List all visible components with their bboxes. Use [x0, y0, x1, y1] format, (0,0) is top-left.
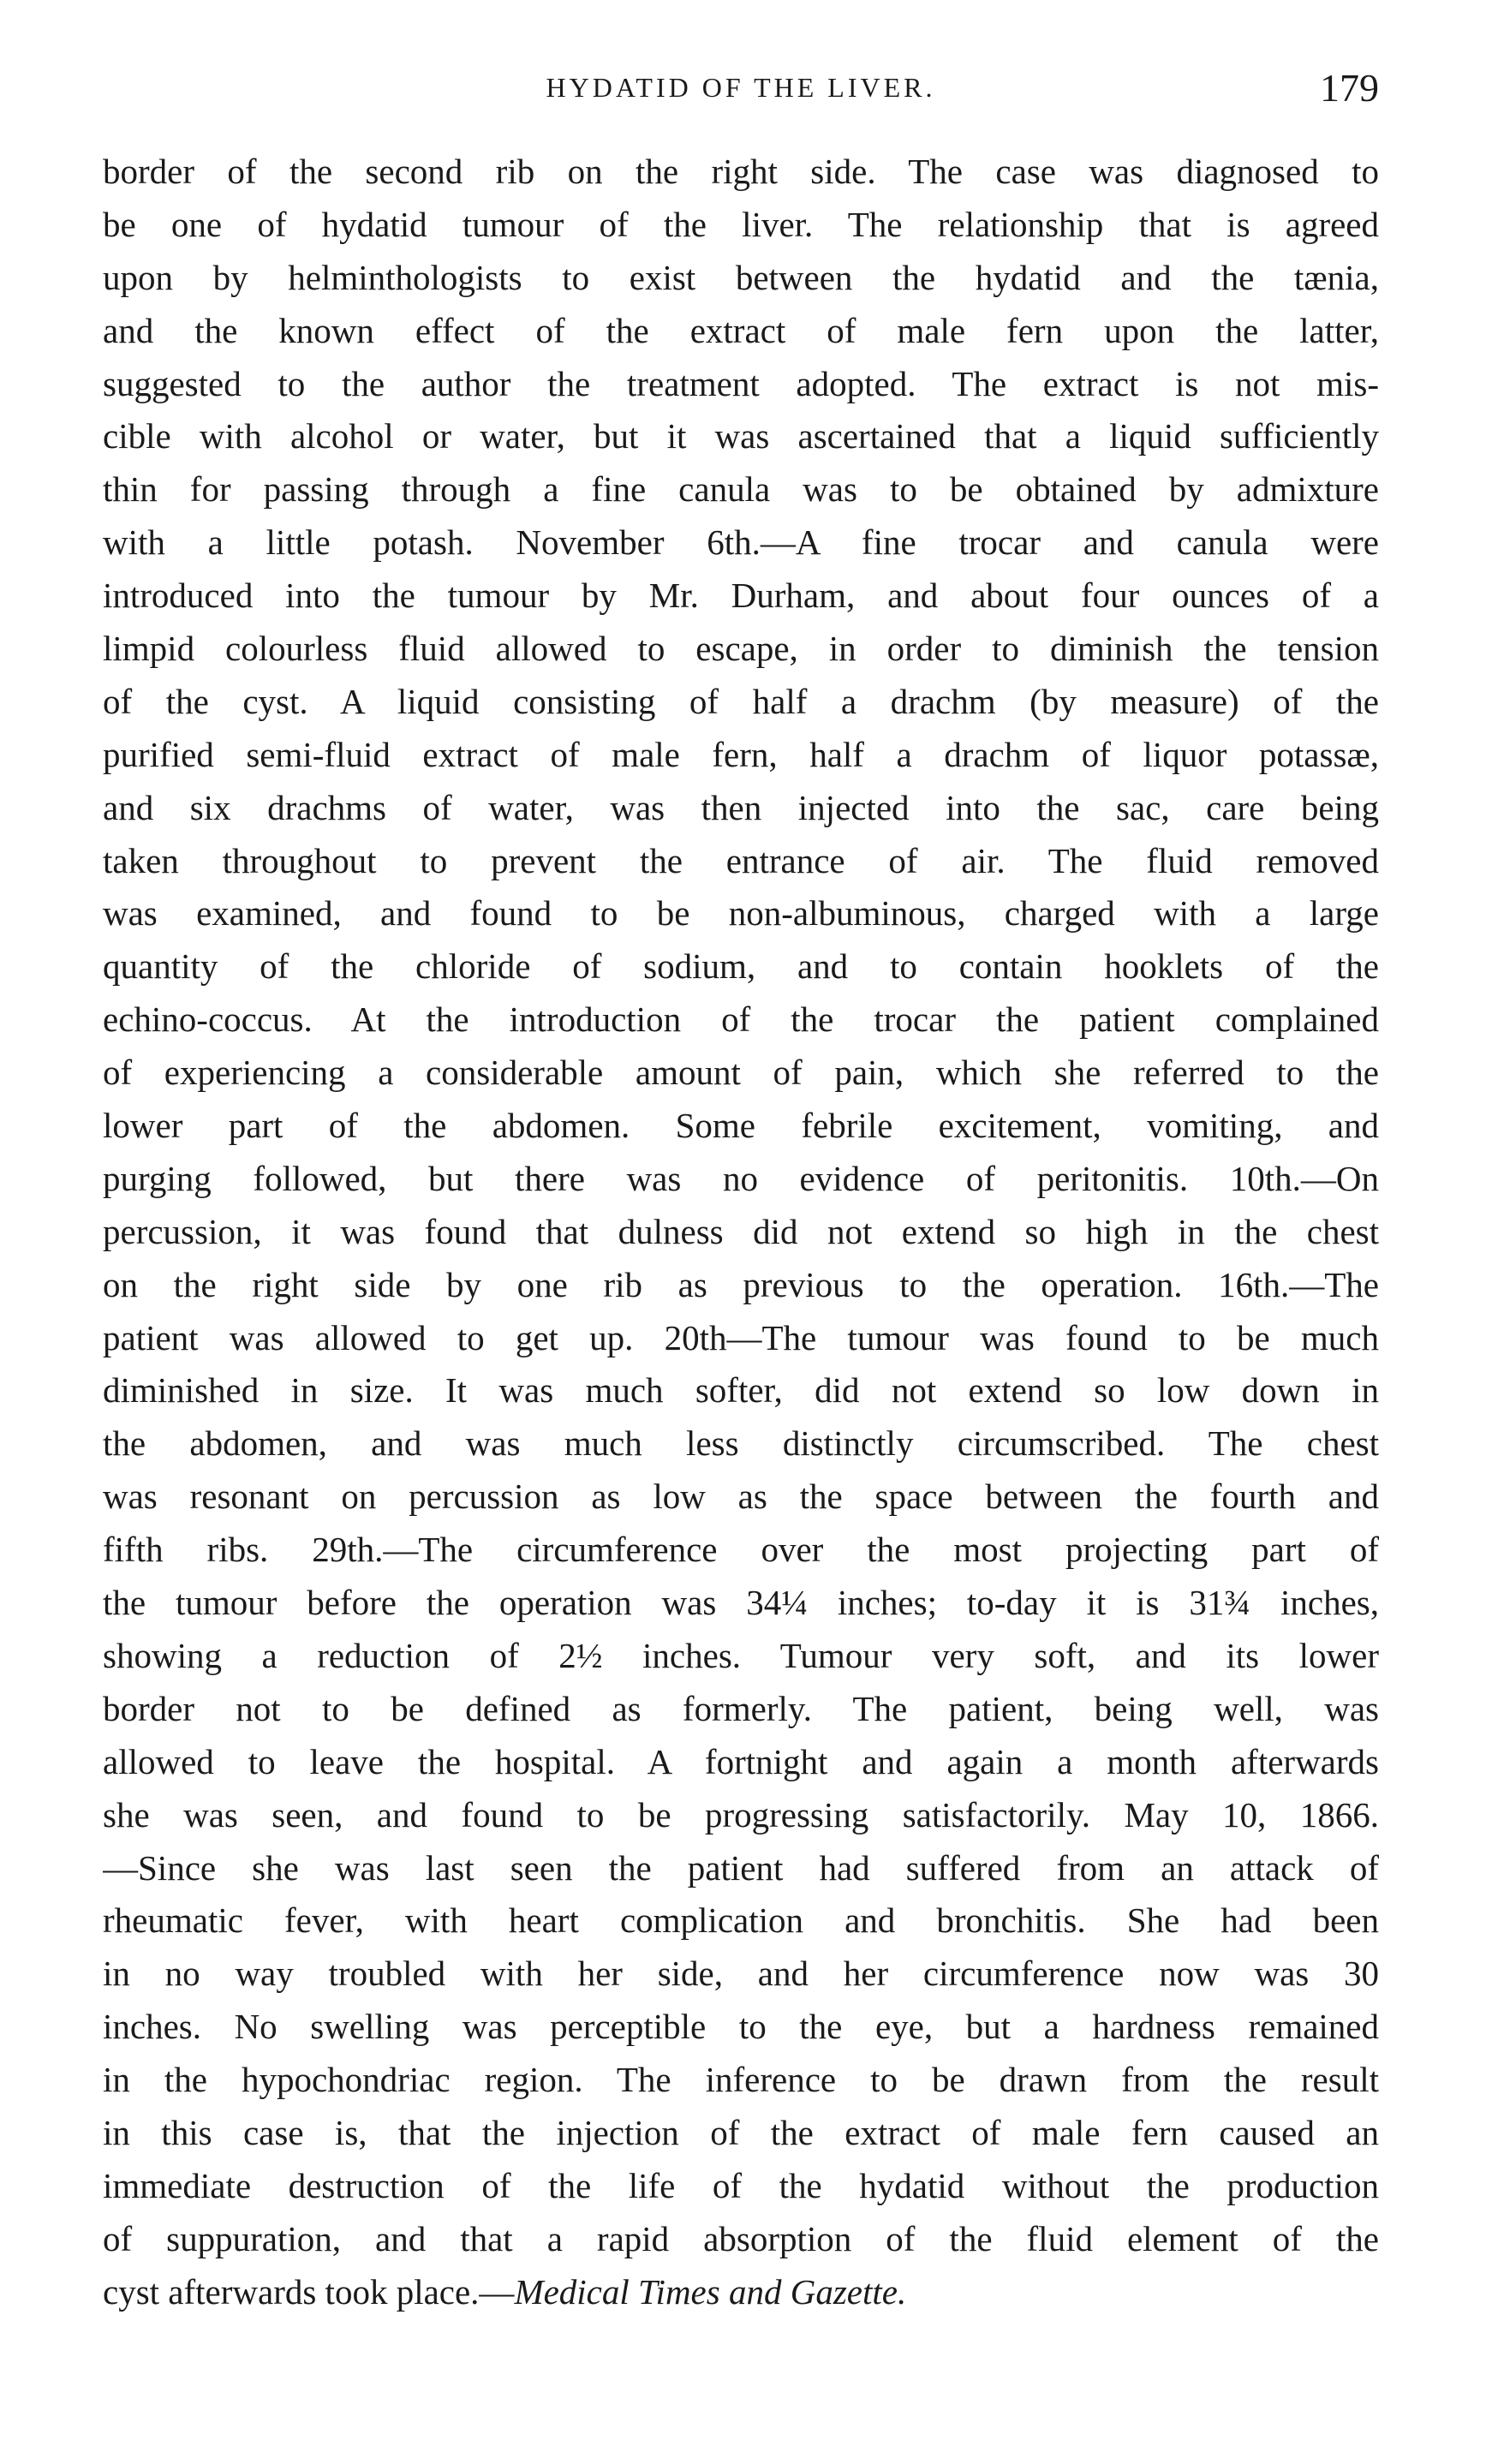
text-line: introduced into the tumour by Mr. Durham, and about four ounces of a	[103, 576, 1379, 616]
text-line: purging followed, but there was no evidence of peritonitis. 10th.—On	[103, 1158, 1379, 1198]
text-line: diminished in size. It was much softer, did not extend so low down in	[103, 1370, 1379, 1411]
running-head	[103, 60, 1379, 120]
body-text	[103, 146, 1379, 2319]
final-line-text: cyst afterwards took place.—	[103, 2271, 515, 2312]
text-line: patient was allowed to get up. 20th—The tumour was found to be much	[103, 1317, 1379, 1357]
text-line: inches. No swelling was perceptible to the eye, but a hardness remained	[103, 2007, 1379, 2047]
text-line: limpid colourless fluid allowed to escape, in order to diminish the tension	[103, 629, 1379, 669]
text-line: be one of hydatid tumour of the liver. The relationship that is agreed	[103, 204, 1379, 244]
running-title: HYDATID OF THE LIVER.	[546, 72, 936, 103]
text-line: and six drachms of water, was then injected into the sac, care being	[103, 787, 1379, 827]
page-number: 179	[1320, 66, 1379, 110]
text-line: fifth ribs. 29th.—The circumference over the most projecting part of	[103, 1530, 1379, 1570]
text-line: lower part of the abdomen. Some febrile excitement, vomiting, and	[103, 1106, 1379, 1146]
text-line: allowed to leave the hospital. A fortnight and again a month afterwards	[103, 1741, 1379, 1781]
text-line: showing a reduction of 2½ inches. Tumour very soft, and its lower	[103, 1635, 1379, 1675]
text-line: upon by helminthologists to exist between the hydatid and the tænia,	[103, 257, 1379, 297]
text-line: —Since she was last seen the patient had suffered from an attack of	[103, 1847, 1379, 1888]
text-line: echino-coccus. At the introduction of the trocar the patient complained	[103, 999, 1379, 1040]
text-line: thin for passing through a fine canula was to be obtained by admixture	[103, 469, 1379, 510]
final-text-line	[103, 2266, 1379, 2319]
source-citation: Medical Times and Gazette.	[514, 2271, 907, 2312]
text-line: with a little potash. November 6th.—A fine trocar and canula were	[103, 522, 1379, 563]
text-line: quantity of the chloride of sodium, and to contain hooklets of the	[103, 946, 1379, 987]
text-line: suggested to the author the treatment adopted. The extract is not mis-	[103, 363, 1379, 403]
text-line: in this case is, that the injection of the extract of male fern caused an	[103, 2112, 1379, 2152]
text-line: border not to be defined as formerly. The patient, being well, was	[103, 1688, 1379, 1728]
text-line: purified semi-fluid extract of male fern, half a drachm of liquor potassæ,	[103, 734, 1379, 774]
text-line: taken throughout to prevent the entrance of air. The fluid removed	[103, 840, 1379, 880]
text-line: in the hypochondriac region. The inference to be drawn from the result	[103, 2060, 1379, 2100]
text-line: cible with alcohol or water, but it was ascertained that a liquid sufficiently	[103, 416, 1379, 456]
text-line: percussion, it was found that dulness did not extend so high in the chest	[103, 1211, 1379, 1251]
text-line: the tumour before the operation was 34¼ inches; to-day it is 31¾ inches,	[103, 1583, 1379, 1623]
text-line: and the known effect of the extract of male fern upon the latter,	[103, 310, 1379, 350]
text-line: in no way troubled with her side, and her circumference now was 30	[103, 1954, 1379, 1994]
text-line: she was seen, and found to be progressing satisfactorily. May 10, 1866.	[103, 1794, 1379, 1835]
text-line: the abdomen, and was much less distinctly circumscribed. The chest	[103, 1423, 1379, 1464]
text-line: was examined, and found to be non-albuminous, charged with a large	[103, 893, 1379, 934]
text-line: of the cyst. A liquid consisting of half a drachm (by measure) of the	[103, 681, 1379, 721]
text-line: of experiencing a considerable amount of pain, which she referred to the	[103, 1053, 1379, 1093]
text-line: rheumatic fever, with heart complication and bronchitis. She had been	[103, 1900, 1379, 1941]
text-line: immediate destruction of the life of the hydatid without the production	[103, 2165, 1379, 2205]
text-line: was resonant on percussion as low as the space between the fourth and	[103, 1477, 1379, 1517]
text-line: of suppuration, and that a rapid absorption of the fluid element of the	[103, 2218, 1379, 2258]
text-line: on the right side by one rib as previous to the operation. 16th.—The	[103, 1264, 1379, 1304]
text-line: border of the second rib on the right side. The case was diagnosed to	[103, 152, 1379, 191]
